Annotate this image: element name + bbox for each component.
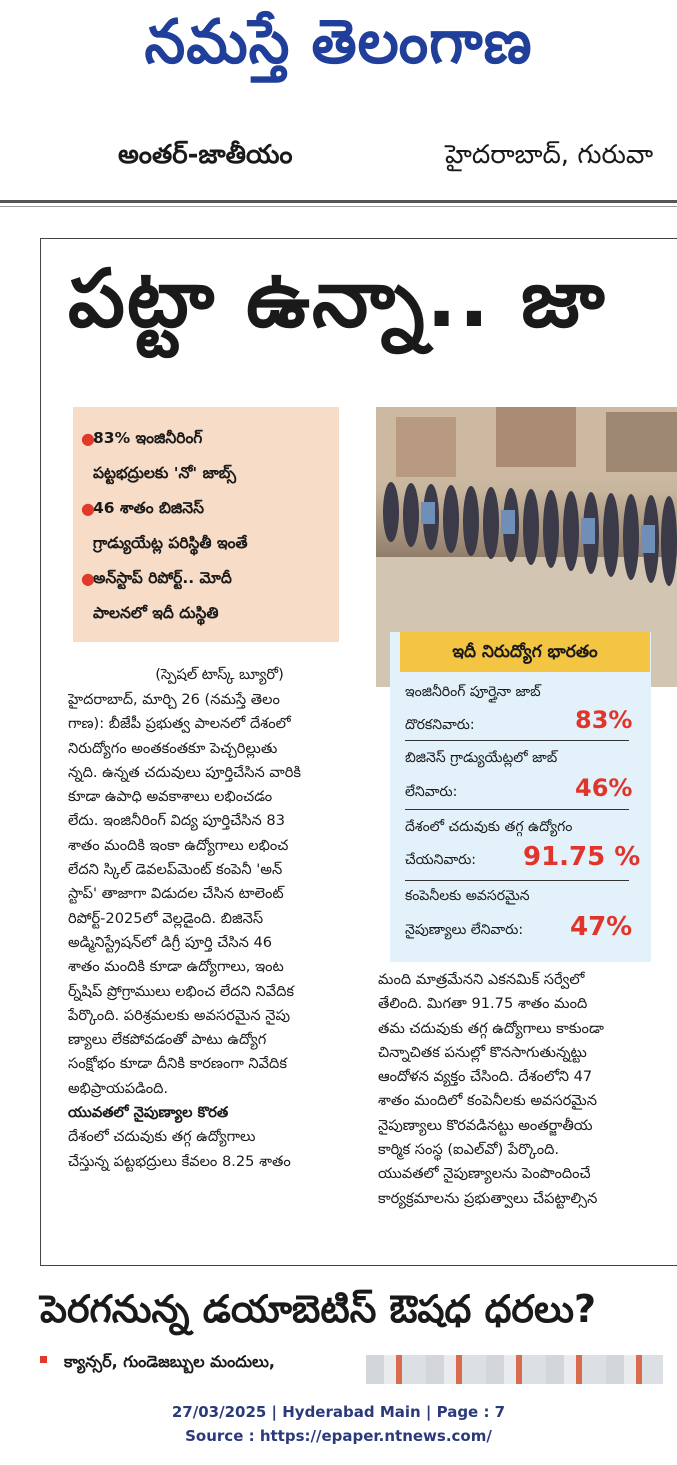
article-line: నిరుద్యోగం అంతకంతకూ పెచ్చరిల్లుతు <box>68 739 278 757</box>
bullet-icon <box>40 1356 47 1363</box>
article-line: పేర్కొంది. పరిశ్రమలకు అవసరమైన నైపు <box>68 1006 291 1024</box>
stat-divider <box>405 809 629 810</box>
second-headline: పెరగనున్న డయాబెటిస్ ఔషధ ధరలు? <box>40 1287 597 1331</box>
article-line: లేదని స్కిల్ డెవలప్‌మెంట్ కంపెనీ 'అన్ <box>68 861 283 879</box>
stat-value: 47% <box>570 912 633 942</box>
headline: పట్టా ఉన్నా.. జా <box>68 252 607 345</box>
highlight-item: ● 83% ఇంజినీరింగ్ <box>93 421 331 456</box>
stat-label: కంపెనీలకు అవసరమైన <box>405 888 530 904</box>
header-rule <box>0 200 677 203</box>
highlight-item-cont: పట్టభద్రులకు 'నో' జాబ్స్ <box>93 464 237 482</box>
article-subhead: యువతలో నైపుణ్యాల కొరత <box>68 1104 229 1122</box>
stat-label-cont: దొరకనివారు: <box>405 717 475 733</box>
article-line: శాతం మందికి ఇంకా ఉద్యోగాలు లభించ <box>68 836 289 854</box>
stat-divider <box>405 740 629 741</box>
stats-title: ఇదీ నిరుద్యోగ భారతం <box>400 632 650 672</box>
dateline: హైదరాబాద్, గురువా <box>445 140 654 170</box>
stat-label: దేశంలో చదువుకు తగ్గ ఉద్యోగం <box>405 819 573 835</box>
footer-source: Source : https://epaper.ntnews.com/ <box>185 1427 492 1445</box>
article-line: ఆందోళన వ్యక్తం చేసింది. దేశంలోని 47 <box>378 1068 593 1086</box>
article-left-body <box>68 688 358 1174</box>
article-line: అభిప్రాయపడింది. <box>68 1079 169 1097</box>
article-line: శాతం మందికి కూడా ఉద్యోగాలు, ఇంట <box>68 958 284 976</box>
article-line: కూడా ఉపాధి అవకాశాలు లభించడం <box>68 788 273 806</box>
bullet-icon: ● <box>81 499 95 518</box>
stat-label: బిజినెస్ గ్రాడ్యుయేట్లలో జాబ్ <box>405 750 558 766</box>
article-left-column <box>82 663 357 687</box>
highlight-item: ● 46 శాతం బిజినెస్ <box>93 491 331 526</box>
article-line: కార్యక్రమాలను ప్రభుత్వాలు చేపట్టాల్సిన <box>378 1189 598 1207</box>
article-line: రిపోర్ట్-2025లో వెల్లడైంది. బిజినెస్ <box>68 909 264 927</box>
bullet-icon: ● <box>81 569 95 588</box>
article-line: ర్న్‌షిప్ ప్రోగ్రాములు లభించ లేదని నివేదిక <box>68 982 295 1000</box>
article-line: సంక్షోభం కూడా దీనికి కారణంగా నివేదిక <box>68 1055 287 1073</box>
article-line: హైదరాబాద్, మార్చి 26 (నమస్తే తెలం <box>68 691 280 708</box>
footer-edition: 27/03/2025 | Hyderabad Main | Page : 7 <box>171 1403 506 1421</box>
article-line: దేశంలో చదువుకు తగ్గ ఉద్యోగాలు <box>68 1128 256 1146</box>
article-line: న్నది. ఉన్నత చదువులు పూర్తిచేసిన వారికి <box>68 763 301 781</box>
article-line: అడ్మినిస్ట్రేషన్‌లో డిగ్రీ పూర్తి చేసిన 46 <box>68 933 273 951</box>
article-line: లేదు. ఇంజినీరింగ్ విద్య పూర్తిచేసిన 83 <box>68 812 285 830</box>
article-line: తేలింది. మిగతా 91.75 శాతం మంది <box>378 995 588 1013</box>
article-line: ణ్యాలు లేకపోవడంతో పాటు ఉద్యోగ <box>68 1031 267 1049</box>
stat-label: ఇంజినీరింగ్ పూర్తైనా జాబ్ <box>405 684 541 700</box>
article-line: మంది మాత్రమేనని ఎకనమిక్ సర్వేలో <box>378 971 585 988</box>
medicine-photo <box>366 1355 663 1384</box>
article-line: స్టాప్' తాజాగా విడుదల చేసిన టాలెంట్ <box>68 885 284 903</box>
article-line: చిన్నాచితక పనుల్లో కొనసాగుతున్నట్టు <box>378 1043 587 1061</box>
highlight-item: ● అన్‌స్టాప్ రిపోర్ట్.. మోదీ <box>93 561 331 596</box>
highlight-item-cont: గ్రాడ్యుయేట్ల పరిస్థితీ ఇంతే <box>93 534 248 552</box>
article-line: కార్మిక సంస్థ (ఐఎల్‌వో) పేర్కొంది. <box>378 1141 560 1159</box>
article-line: చేస్తున్న పట్టభద్రులు కేవలం 8.25 శాతం <box>68 1152 291 1170</box>
stat-divider <box>405 880 629 881</box>
stat-value: 91.75 % <box>523 842 641 872</box>
byline: (స్పెషల్ టాస్క్ బ్యూరో) <box>155 666 284 683</box>
highlight-item-cont: పాలనలో ఇదీ దుస్థితి <box>93 604 219 622</box>
article-line: శాతం మందిలో కంపెనీలకు అవసరమైన <box>378 1092 597 1110</box>
article-line: నైపుణ్యాలు కొరవడినట్టు అంతర్జాతీయ <box>378 1116 593 1134</box>
highlights-box <box>73 407 339 642</box>
teaser-text: క్యాన్సర్, గుండెజబ్బుల మందులు, <box>64 1352 276 1371</box>
stat-label-cont: చేయనివారు: <box>405 852 477 868</box>
header-rule-thin <box>0 206 677 207</box>
stat-label-cont: లేనివారు: <box>405 784 458 800</box>
section-label: అంతర్-జాతీయం <box>118 140 293 170</box>
stat-value: 83% <box>575 706 633 734</box>
stat-value: 46% <box>575 774 633 802</box>
article-line: గాణ): బీజేపీ ప్రభుత్వ పాలనలో దేశంలో <box>68 715 291 733</box>
article-line: యువతలో నైపుణ్యాలను పెంపొందించే <box>378 1165 591 1183</box>
article-right-column <box>378 968 658 1211</box>
bullet-icon: ● <box>81 429 95 448</box>
article-line: తమ చదువుకు తగ్గ ఉద్యోగాలు కాకుండా <box>378 1019 604 1037</box>
masthead-logo: నమస్తే తెలంగాణ <box>144 5 533 78</box>
stat-label-cont: నైపుణ్యాలు లేనివారు: <box>405 922 524 938</box>
